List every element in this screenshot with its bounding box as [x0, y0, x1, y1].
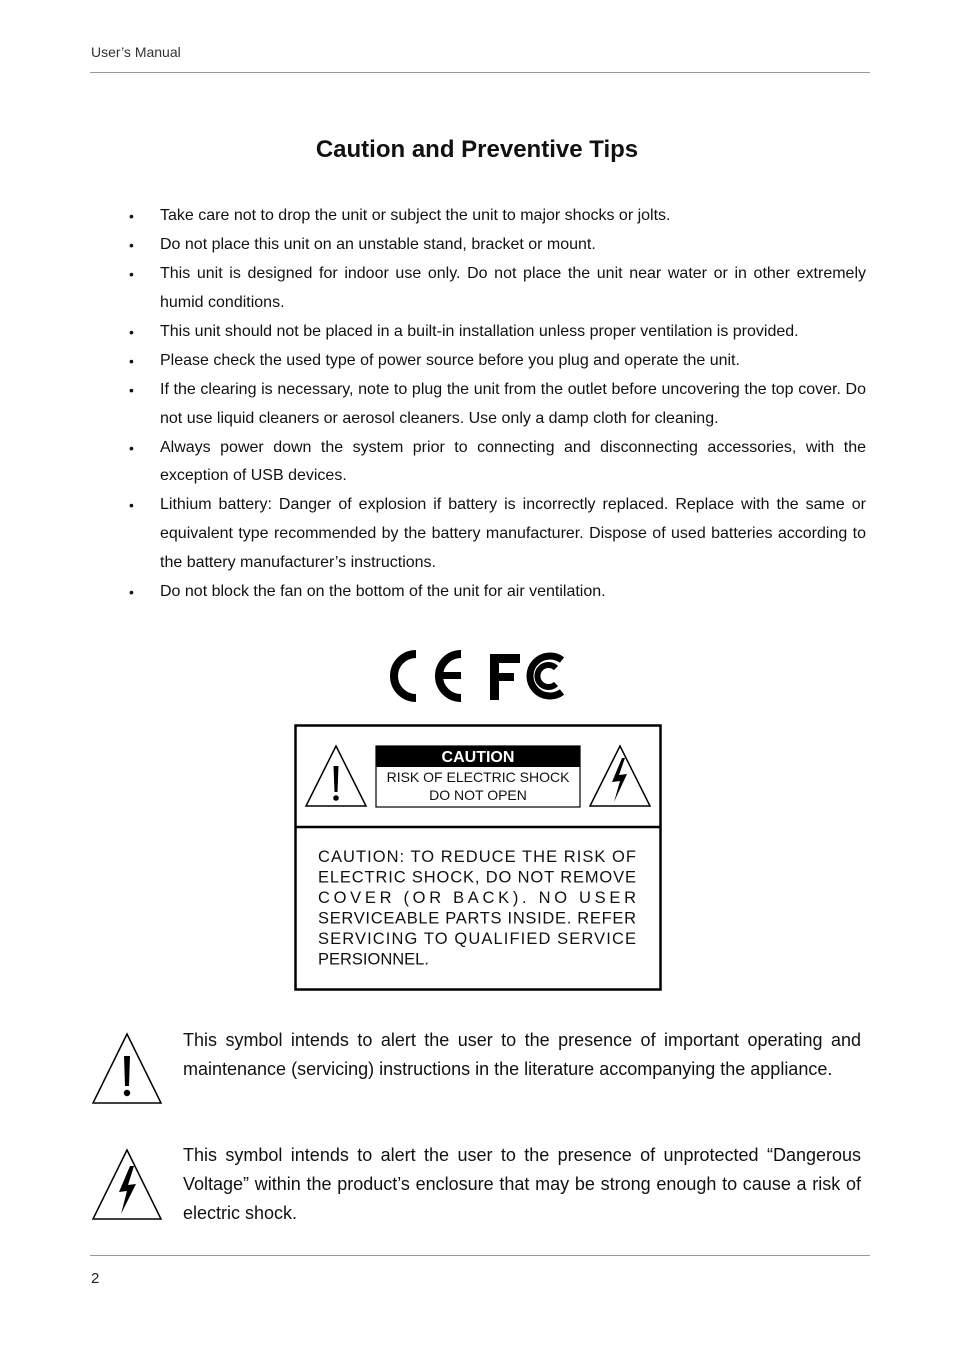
caution-body-line: COVER (OR BACK). NO USER	[318, 889, 636, 907]
symbol-explanation-lightning	[90, 1141, 870, 1231]
caution-line-2: DO NOT OPEN	[429, 787, 527, 803]
tip-text: This unit should not be placed in a built-in installation unless proper ventilation is provided.	[160, 322, 799, 340]
caution-body-line: SERVICEABLE PARTS INSIDE. REFER	[318, 909, 636, 928]
list-item: • Take care not to drop the unit or subject the unit to major shocks or jolts.	[129, 207, 671, 224]
list-item: • Lithium battery: Danger of explosion if battery is incorrectly replaced. Replace with the same or equivalent type recommended by the battery manufacturer. Dispose of used batteries according to the battery manufacturer’s instructions.	[129, 496, 866, 571]
page-title: Caution and Preventive Tips	[315, 136, 639, 163]
tips-list	[126, 202, 866, 607]
list-item: • Do not place this unit on an unstable stand, bracket or mount.	[129, 236, 596, 254]
tip-text: Take care not to drop the unit or subject the unit to major shocks or jolts.	[160, 207, 671, 224]
footer-rule	[90, 1255, 870, 1256]
header-rule	[90, 72, 870, 73]
list-item: • Always power down the system prior to connecting and disconnecting accessories, with the exception of USB devices.	[129, 438, 866, 485]
lightning-triangle-icon	[90, 1146, 164, 1220]
exclamation-triangle-icon	[90, 1030, 164, 1104]
tip-text: Do not block the fan on the bottom of the unit for air ventilation.	[160, 582, 606, 600]
list-item: • Please check the used type of power source before you plug and operate the unit.	[129, 351, 740, 369]
running-header: User’s Manual	[91, 44, 181, 60]
caution-label	[294, 724, 662, 991]
symbol-description: This symbol intends to alert the user to the presence of important operating and maintenance (servicing) instructions in the literature accompanying the appliance.	[183, 1030, 861, 1079]
symbol-explanation-exclamation	[90, 1026, 870, 1116]
caution-heading: CAUTION	[441, 749, 515, 766]
caution-body-line: SERVICING TO QUALIFIED SERVICE	[318, 930, 636, 948]
list-item: • If the clearing is necessary, note to plug the unit from the outlet before uncovering the top cover. Do not use liquid cleaners or aerosol cleaners. Use only a damp cloth for cleaning.	[129, 381, 866, 427]
symbol-description: This symbol intends to alert the user to the presence of unprotected “Dangerous Voltage” within the product’s enclosure that may be strong enough to cause a risk of electric shock.	[183, 1145, 861, 1223]
page-number: 2	[91, 1270, 100, 1287]
tip-text: Lithium battery: Danger of explosion if battery is incorrectly replaced. Replace with the same or equivalent type recommended by the battery manufacturer. Dispose of used batteries according to the battery manufacturer’s instructions.	[160, 496, 866, 571]
tip-text: If the clearing is necessary, note to plug the unit from the outlet before uncovering the top cover. Do not use liquid cleaners or aerosol cleaners. Use only a damp cloth for cleaning.	[160, 381, 866, 427]
caution-body-line: CAUTION: TO REDUCE THE RISK OF	[318, 848, 636, 866]
list-item: • Do not block the fan on the bottom of the unit for air ventilation.	[129, 582, 606, 600]
caution-body-line: PERSIONNEL.	[318, 950, 429, 969]
fcc-mark-icon	[490, 654, 562, 700]
list-item: • This unit is designed for indoor use only. Do not place the unit near water or in other extremely humid conditions.	[129, 265, 866, 311]
tip-text: Do not place this unit on an unstable stand, bracket or mount.	[160, 236, 596, 254]
caution-body-line: ELECTRIC SHOCK, DO NOT REMOVE	[318, 868, 636, 887]
caution-line-1: RISK OF ELECTRIC SHOCK	[386, 769, 570, 785]
tip-text: Please check the used type of power source before you plug and operate the unit.	[160, 351, 740, 369]
list-item: • This unit should not be placed in a built-in installation unless proper ventilation is provided.	[129, 322, 799, 340]
ce-mark-icon	[394, 654, 461, 698]
tip-text: This unit is designed for indoor use only. Do not place the unit near water or in other extremely humid conditions.	[160, 265, 866, 311]
tip-text: Always power down the system prior to connecting and disconnecting accessories, with the exception of USB devices.	[160, 438, 866, 485]
certification-marks	[386, 646, 566, 706]
